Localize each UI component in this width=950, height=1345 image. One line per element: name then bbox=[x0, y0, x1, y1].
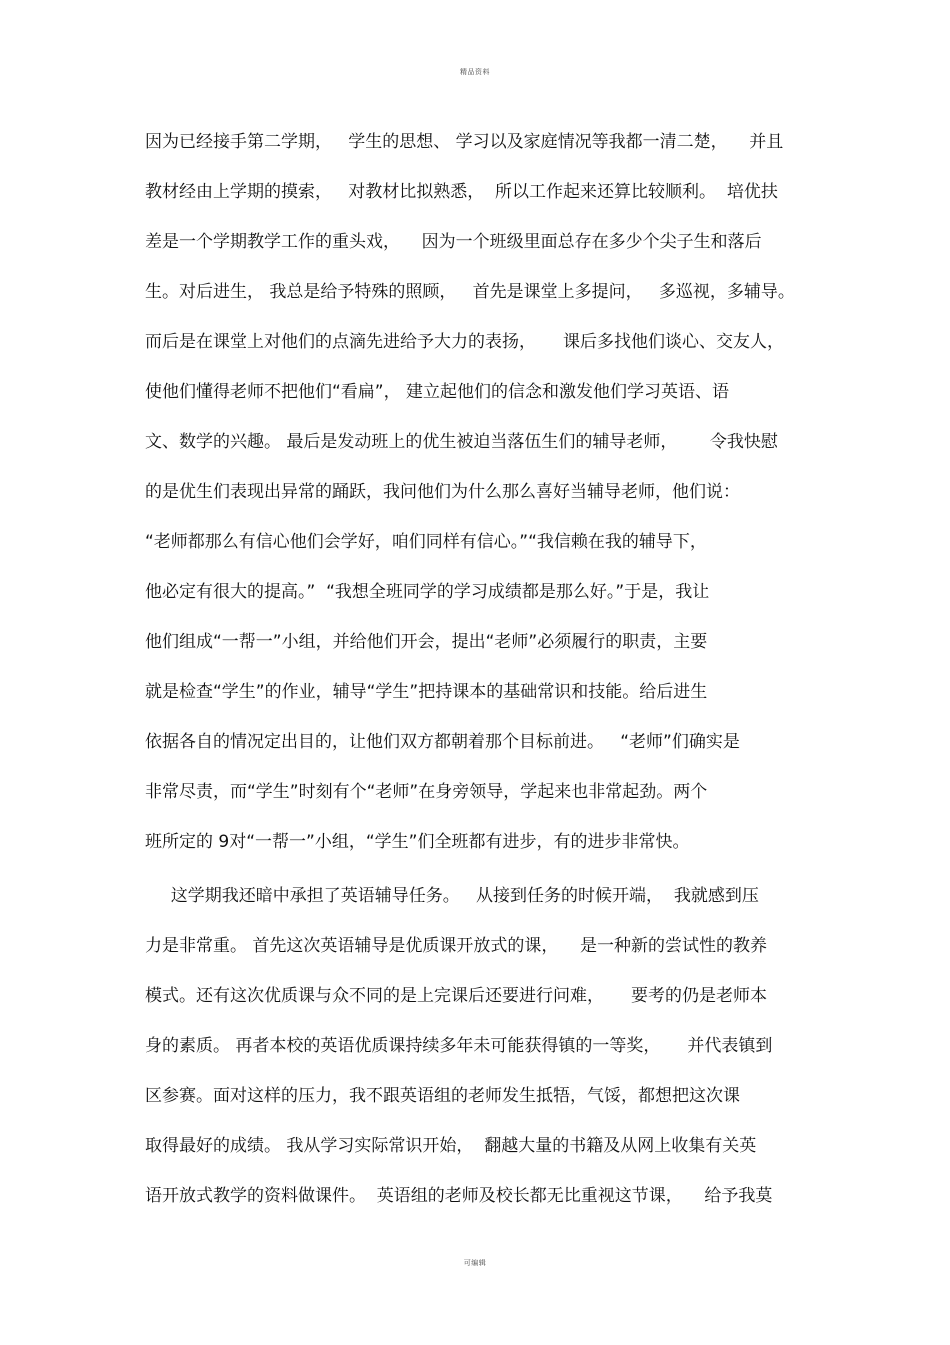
text-line: 力是非常重。 首先这次英语辅导是优质课开放式的课， 是一种新的尝试性的教养 bbox=[145, 936, 768, 956]
text-line: 他们组成“一帮一”小组，并给他们开会，提出“老师”必须履行的职责，主要 bbox=[145, 632, 708, 652]
text-line: 教材经由上学期的摸索， 对教材比拟熟悉， 所以工作起来还算比较顺利。 培优扶 bbox=[145, 182, 778, 202]
page-header: 精品资料 bbox=[460, 68, 490, 76]
text-line: 差是一个学期教学工作的重头戏， 因为一个班级里面总存在多少个尖子生和落后 bbox=[145, 232, 762, 252]
text-line: “老师都那么有信心他们会学好，咱们同样有信心。”“我信赖在我的辅导下， bbox=[145, 532, 707, 552]
text-line: 取得最好的成绩。 我从学习实际常识开始， 翻越大量的书籍及从网上收集有关英 bbox=[145, 1136, 757, 1156]
text-line: 使他们懂得老师不把他们“看扁”， 建立起他们的信念和激发他们学习英语、语 bbox=[145, 382, 730, 402]
text-line: 模式。还有这次优质课与众不同的是上完课后还要进行问难， 要考的仍是老师本 bbox=[145, 986, 768, 1006]
text-line: 区参赛。面对这样的压力，我不跟英语组的老师发生抵牾，气馁，都想把这次课 bbox=[145, 1086, 740, 1106]
text-line: 就是检查“学生”的作业，辅导“学生”把持课本的基础常识和技能。给后进生 bbox=[145, 682, 708, 702]
text-line: 而后是在课堂上对他们的点滴先进给予大力的表扬， 课后多找他们谈心、交友人， bbox=[145, 332, 785, 352]
text-line: 身的素质。 再者本校的英语优质课持续多年未可能获得镇的一等奖， 并代表镇到 bbox=[145, 1036, 773, 1056]
text-line: 语开放式教学的资料做课件。 英语组的老师及校长都无比重视这节课， 给予我莫 bbox=[145, 1186, 773, 1206]
text-line: 班所定的 9对“一帮一”小组，“学生”们全班都有进步，有的进步非常快。 bbox=[145, 832, 690, 852]
text-line: 文、数学的兴趣。 最后是发动班上的优生被迫当落伍生们的辅导老师， 令我快慰 bbox=[145, 432, 778, 452]
text-line: 非常尽责，而“学生”时刻有个“老师”在身旁领导，学起来也非常起劲。两个 bbox=[145, 782, 708, 802]
text-line: 生。对后进生， 我总是给予特殊的照顾， 首先是课堂上多提问， 多巡视，多辅导。 bbox=[145, 282, 795, 302]
page-footer: 可编辑 bbox=[463, 1259, 487, 1267]
paragraph-start-line: 这学期我还暗中承担了英语辅导任务。 从接到任务的时候开端， 我就感到压 bbox=[160, 886, 759, 906]
text-line: 的是优生们表现出异常的踊跃，我问他们为什么那么喜好当辅导老师，他们说： bbox=[145, 482, 740, 502]
text-line: 依据各自的情况定出目的，让他们双方都朝着那个目标前进。 “老师”们确实是 bbox=[145, 732, 740, 752]
text-line: 因为已经接手第二学期， 学生的思想、 学习以及家庭情况等我都一清二楚， 并且 bbox=[145, 132, 784, 152]
text-line: 他必定有很大的提高。” “我想全班同学的学习成绩都是那么好。”于是，我让 bbox=[145, 582, 710, 602]
